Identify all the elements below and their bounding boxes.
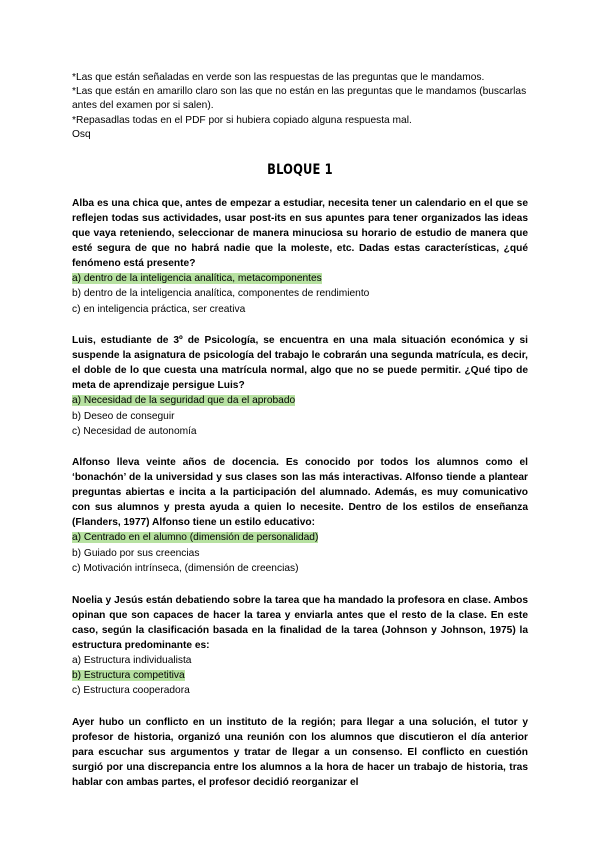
option-a: a) Estructura individualista — [72, 654, 192, 666]
option-c: c) en inteligencia práctica, ser creativa — [72, 303, 246, 315]
question-text: Ayer hubo un conflicto en un instituto de la región; para llegar a una solución, el tutor y profesor de historia, organizó una reunión con los alumnos que discutieron el día anterior para escuchar sus argumentos y tratar de llegar a un consenso. El conflicto en cuestión surgió por una discrepancia entre los alumnos a la hora de hacer un trabajo de historia, tras hablar con ambas partes, el profesor decidió reorganizar el — [72, 716, 528, 788]
option-a: a) Necesidad de la seguridad que da el aprobado — [72, 395, 296, 407]
option-b: b) Guiado por sus creencias — [72, 547, 200, 559]
question-text: Alfonso lleva veinte años de docencia. Es conocido por todos los alumnos como el ‘bonachón’ de la universidad y sus clases son las más interactivas. Alfonso tiende a plantear preguntas abiertas e incita a la participación del alumnado. Además, es muy comunicativo con sus alumnos y presta ayuda a quien lo necesite. Dentro de los estilos de enseñanza (Flanders, 1977) Alfonso tiene un estilo educativo: — [72, 457, 528, 529]
note-review: *Repasadlas todas en el PDF por si hubiera copiado alguna respuesta mal. — [72, 114, 412, 126]
option-c: c) Necesidad de autonomía — [72, 426, 197, 438]
question-text: Alba es una chica que, antes de empezar a estudiar, necesita tener un calendario en el que se reflejen todas sus actividades, usar post-its en sus apuntes para tener organizados las ideas que vaya reteniendo, seleccionar de manera minuciosa su horario de estudio de manera que esté segura de que no habrá nadie que la moleste, etc. Dadas estas características, ¿qué fenómeno está presente? — [72, 198, 528, 270]
option-a: a) dentro de la inteligencia analítica, metacomponentes — [72, 273, 322, 285]
document-page — [72, 71, 528, 806]
question-text: Luis, estudiante de 3º de Psicología, se encuentra en una mala situación económica y si suspende la asignatura de psicología del trabajo le cobrarán una segunda matrícula, es decir, el doble de lo que cuesta una matrícula normal, algo que no se puede permitir. ¿Qué tipo de meta de aprendizaje persigue Luis? — [72, 335, 528, 392]
option-b: b) Deseo de conseguir — [72, 410, 175, 422]
question-4 — [72, 593, 528, 699]
option-b: b) Estructura competitiva — [72, 670, 185, 682]
question-text: Noelia y Jesús están debatiendo sobre la tarea que ha mandado la profesora en clase. Ambos opinan que son capaces de hacer la tarea y enviarla antes que el resto de la clase. En este caso, según la clasificación basada en la finalidad de la tarea (Johnson y Johnson, 1975) la estructura predominante es: — [72, 594, 528, 651]
question-2 — [72, 333, 528, 439]
question-3 — [72, 455, 528, 576]
option-c: c) Motivación intrínseca, (dimensión de creencias) — [72, 563, 299, 575]
option-c: c) Estructura cooperadora — [72, 685, 190, 697]
note-green: *Las que están señaladas en verde son las respuestas de las preguntas que le mandamos. — [72, 72, 485, 83]
note-signature: Osq — [72, 128, 91, 140]
option-a: a) Centrado en el alumno (dimensión de personalidad) — [72, 532, 319, 544]
question-1 — [72, 196, 528, 317]
question-5 — [72, 715, 528, 790]
note-yellow: *Las que están en amarillo claro son las que no están en las preguntas que le mandamos (buscarlas antes del examen por si salen). — [72, 86, 527, 112]
option-b: b) dentro de la inteligencia analítica, componentes de rendimiento — [72, 288, 370, 300]
block-title: BLOQUE 1 — [267, 162, 333, 179]
